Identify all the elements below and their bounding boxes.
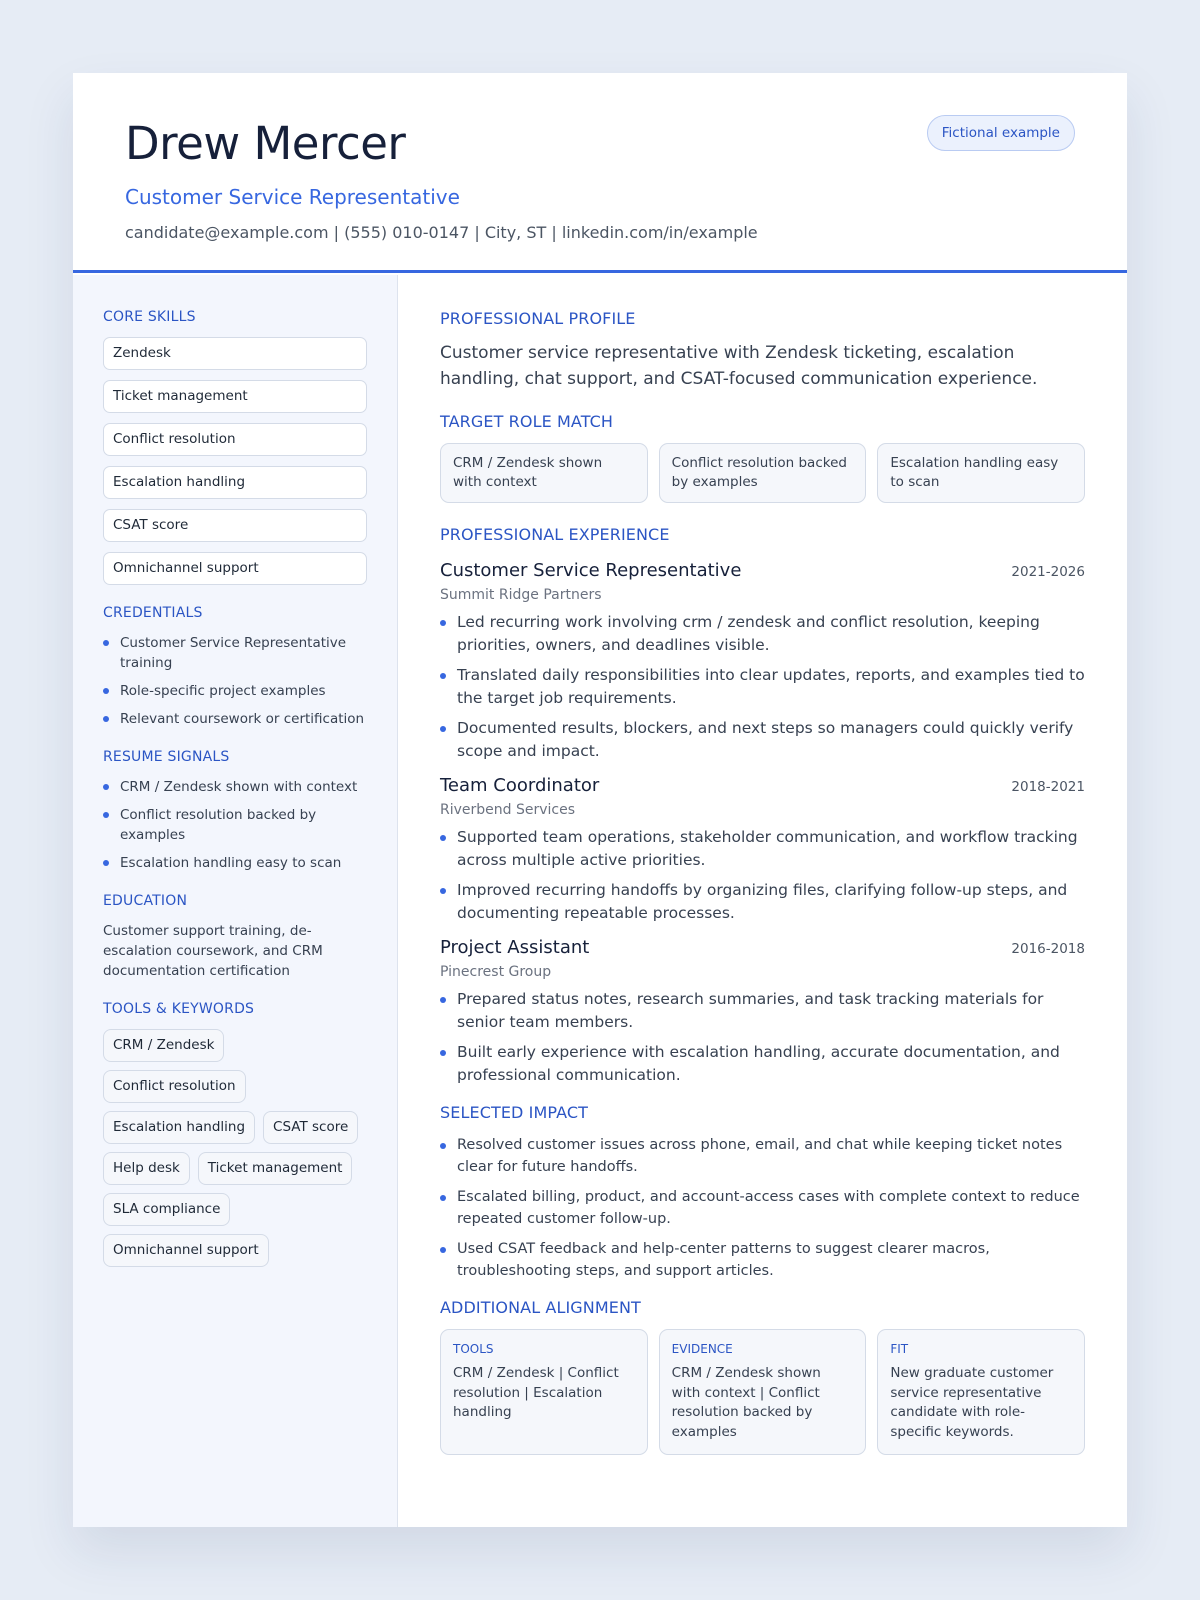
alignment-text: New graduate customer service representative candidate with role-specific keywords. bbox=[890, 1365, 1054, 1440]
list-item: CRM / Zendesk shown with context bbox=[103, 777, 367, 797]
list-item: Customer Service Representative training bbox=[103, 633, 367, 673]
impact-heading: SELECTED IMPACT bbox=[440, 1103, 589, 1122]
list-item: Prepared status notes, research summaries, and task tracking materials for senior team members. bbox=[440, 988, 1085, 1034]
candidate-role: Customer Service Representative bbox=[125, 185, 460, 209]
list-item: Conflict resolution backed by examples bbox=[103, 805, 367, 845]
main-content bbox=[398, 275, 1127, 1527]
job-title: Customer Service Representative bbox=[440, 560, 742, 581]
list-item: Supported team operations, stakeholder communication, and workflow tracking across multiple active priorities. bbox=[440, 826, 1085, 872]
job-dates: 2018-2021 bbox=[1011, 779, 1085, 795]
job-entry bbox=[440, 775, 1085, 925]
list-item: Documented results, blockers, and next steps so managers could quickly verify scope and impact. bbox=[440, 717, 1085, 763]
keyword-tag: Omnichannel support bbox=[103, 1234, 269, 1267]
list-item: Used CSAT feedback and help-center patterns to suggest clearer macros, troubleshooting steps, and support articles. bbox=[440, 1238, 1085, 1282]
job-entry bbox=[440, 937, 1085, 1087]
list-item: Translated daily responsibilities into clear updates, reports, and examples tied to the target job requirements. bbox=[440, 664, 1085, 710]
profile-heading: PROFESSIONAL PROFILE bbox=[440, 309, 636, 328]
tools-heading: TOOLS & KEYWORDS bbox=[103, 1001, 255, 1017]
skill-item: Escalation handling bbox=[103, 466, 367, 499]
skill-item: Omnichannel support bbox=[103, 552, 367, 585]
alignment-heading: ADDITIONAL ALIGNMENT bbox=[440, 1298, 641, 1317]
list-item: Improved recurring handoffs by organizing files, clarifying follow-up steps, and documenting repeatable processes. bbox=[440, 879, 1085, 925]
keyword-tag: CSAT score bbox=[263, 1111, 358, 1144]
fictional-badge: Fictional example bbox=[927, 115, 1075, 151]
contact-line: candidate@example.com | (555) 010-0147 | City, ST | linkedin.com/in/example bbox=[125, 223, 758, 242]
target-role-heading: TARGET ROLE MATCH bbox=[440, 412, 614, 431]
match-card: Conflict resolution backed by examples bbox=[659, 443, 867, 503]
target-role-cards bbox=[440, 443, 1085, 503]
core-skills-heading: CORE SKILLS bbox=[103, 309, 196, 325]
company-name: Summit Ridge Partners bbox=[440, 587, 602, 603]
alignment-card bbox=[659, 1329, 867, 1455]
match-card: CRM / Zendesk shown with context bbox=[440, 443, 648, 503]
job-title: Project Assistant bbox=[440, 937, 590, 958]
resume-signals-heading: RESUME SIGNALS bbox=[103, 749, 230, 765]
core-skills-list bbox=[103, 337, 367, 585]
company-name: Pinecrest Group bbox=[440, 964, 552, 980]
job-dates: 2016-2018 bbox=[1011, 941, 1085, 957]
credentials-heading: CREDENTIALS bbox=[103, 605, 203, 621]
list-item: Built early experience with escalation handling, accurate documentation, and professional communication. bbox=[440, 1041, 1085, 1087]
alignment-card bbox=[877, 1329, 1085, 1455]
alignment-label: FIT bbox=[890, 1342, 909, 1356]
list-item: Escalated billing, product, and account-access cases with complete context to reduce repeated customer follow-up. bbox=[440, 1186, 1085, 1230]
job-dates: 2021-2026 bbox=[1011, 564, 1085, 580]
resume-header bbox=[73, 73, 1127, 273]
credentials-list bbox=[103, 633, 367, 729]
keyword-tag: Escalation handling bbox=[103, 1111, 255, 1144]
resume-body bbox=[73, 275, 1127, 1527]
sidebar bbox=[73, 275, 398, 1527]
alignment-label: EVIDENCE bbox=[671, 1342, 733, 1356]
keyword-tag: Help desk bbox=[103, 1152, 190, 1185]
job-entry bbox=[440, 560, 1085, 763]
keyword-tag: CRM / Zendesk bbox=[103, 1029, 224, 1062]
alignment-text: CRM / Zendesk shown with context | Conflict resolution backed by examples bbox=[671, 1365, 821, 1440]
list-item: Role-specific project examples bbox=[103, 681, 367, 701]
job-title: Team Coordinator bbox=[440, 775, 600, 796]
skill-item: Ticket management bbox=[103, 380, 367, 413]
skill-item: Conflict resolution bbox=[103, 423, 367, 456]
list-item: Resolved customer issues across phone, email, and chat while keeping ticket notes clear for future handoffs. bbox=[440, 1134, 1085, 1178]
alignment-card bbox=[440, 1329, 648, 1455]
alignment-cards bbox=[440, 1329, 1085, 1455]
education-heading: EDUCATION bbox=[103, 893, 188, 909]
resume-signals-list bbox=[103, 777, 367, 873]
list-item: Relevant coursework or certification bbox=[103, 709, 367, 729]
keyword-tag: Conflict resolution bbox=[103, 1070, 246, 1103]
resume-sheet bbox=[73, 73, 1127, 1527]
keyword-tag: Ticket management bbox=[198, 1152, 353, 1185]
list-item: Led recurring work involving crm / zendesk and conflict resolution, keeping priorities, owners, and deadlines visible. bbox=[440, 611, 1085, 657]
tools-tags bbox=[103, 1029, 367, 1267]
keyword-tag: SLA compliance bbox=[103, 1193, 230, 1226]
experience-heading: PROFESSIONAL EXPERIENCE bbox=[440, 525, 670, 544]
skill-item: CSAT score bbox=[103, 509, 367, 542]
profile-text: Customer service representative with Zendesk ticketing, escalation handling, chat support, and CSAT-focused communication experience. bbox=[440, 343, 1038, 389]
skill-item: Zendesk bbox=[103, 337, 367, 370]
match-card: Escalation handling easy to scan bbox=[877, 443, 1085, 503]
candidate-name: Drew Mercer bbox=[125, 117, 406, 170]
alignment-label: TOOLS bbox=[453, 1342, 494, 1356]
company-name: Riverbend Services bbox=[440, 802, 576, 818]
list-item: Escalation handling easy to scan bbox=[103, 853, 367, 873]
alignment-text: CRM / Zendesk | Conflict resolution | Escalation handling bbox=[453, 1365, 619, 1420]
impact-list bbox=[440, 1134, 1085, 1282]
education-text: Customer support training, de-escalation coursework, and CRM documentation certification bbox=[103, 923, 323, 979]
